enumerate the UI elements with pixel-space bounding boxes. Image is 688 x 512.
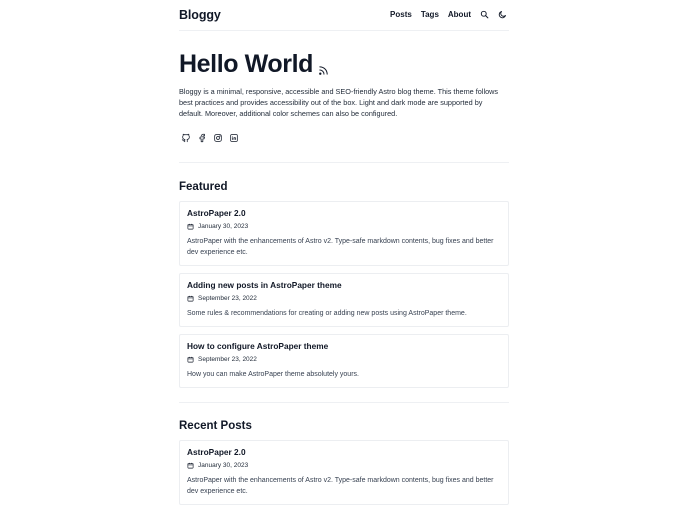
- linkedin-icon[interactable]: [229, 133, 239, 143]
- post-date: [187, 355, 501, 364]
- post-description: AstroPaper with the enhancements of Astro v2. Type-safe markdown contents, bug fixes and better dev experience etc.: [187, 477, 494, 495]
- instagram-icon[interactable]: [213, 133, 223, 143]
- facebook-icon[interactable]: [197, 133, 207, 143]
- site-header: [179, 0, 509, 31]
- post-title[interactable]: How to configure AstroPaper theme: [187, 341, 329, 351]
- search-icon[interactable]: [479, 9, 489, 19]
- post-date-text: September 23, 2022: [198, 356, 257, 363]
- hero-section: [179, 31, 509, 143]
- nav-about[interactable]: About: [447, 9, 471, 19]
- rss-icon[interactable]: [318, 63, 329, 74]
- section-divider: [179, 402, 509, 403]
- post-date-text: September 23, 2022: [198, 295, 257, 302]
- post-date-text: January 30, 2023: [198, 223, 249, 230]
- section-divider: [179, 162, 509, 163]
- post-title[interactable]: AstroPaper 2.0: [187, 208, 246, 218]
- calendar-icon: [187, 295, 194, 302]
- main-nav: [390, 9, 507, 19]
- post-card[interactable]: [179, 440, 509, 505]
- page-container: [179, 0, 509, 512]
- featured-heading: Featured: [179, 181, 228, 193]
- github-icon[interactable]: [181, 133, 191, 143]
- post-card[interactable]: [179, 201, 509, 266]
- nav-posts[interactable]: Posts: [390, 9, 412, 19]
- calendar-icon: [187, 356, 194, 363]
- post-title[interactable]: AstroPaper 2.0: [187, 447, 246, 457]
- post-description: AstroPaper with the enhancements of Astro v2. Type-safe markdown contents, bug fixes and better dev experience etc.: [187, 238, 494, 256]
- moon-icon[interactable]: [497, 9, 507, 19]
- social-links: [181, 133, 509, 143]
- nav-tags[interactable]: Tags: [420, 9, 439, 19]
- featured-section: [179, 180, 509, 388]
- post-date: [187, 222, 501, 231]
- site-logo[interactable]: Bloggy: [179, 8, 221, 22]
- recent-posts-heading: Recent Posts: [179, 420, 252, 432]
- post-date-text: January 30, 2023: [198, 462, 249, 469]
- post-description: Some rules & recommendations for creating or adding new posts using AstroPaper theme.: [187, 310, 467, 317]
- post-card[interactable]: [179, 334, 509, 388]
- post-date: [187, 461, 501, 470]
- hero-description: Bloggy is a minimal, responsive, accessible and SEO-friendly Astro blog theme. This theme follows best practices and provides accessibility out of the box. Light and dark mode are supported by default. Moreover, additional color schemes can also be configured.: [179, 87, 499, 118]
- post-card[interactable]: [179, 273, 509, 327]
- hero-title-row: [179, 50, 509, 78]
- post-title[interactable]: Adding new posts in AstroPaper theme: [187, 280, 342, 290]
- page-title: Hello World: [179, 50, 314, 78]
- calendar-icon: [187, 223, 194, 230]
- post-description: How you can make AstroPaper theme absolutely yours.: [187, 371, 359, 378]
- post-date: [187, 294, 501, 303]
- calendar-icon: [187, 462, 194, 469]
- recent-posts-section: [179, 419, 509, 512]
